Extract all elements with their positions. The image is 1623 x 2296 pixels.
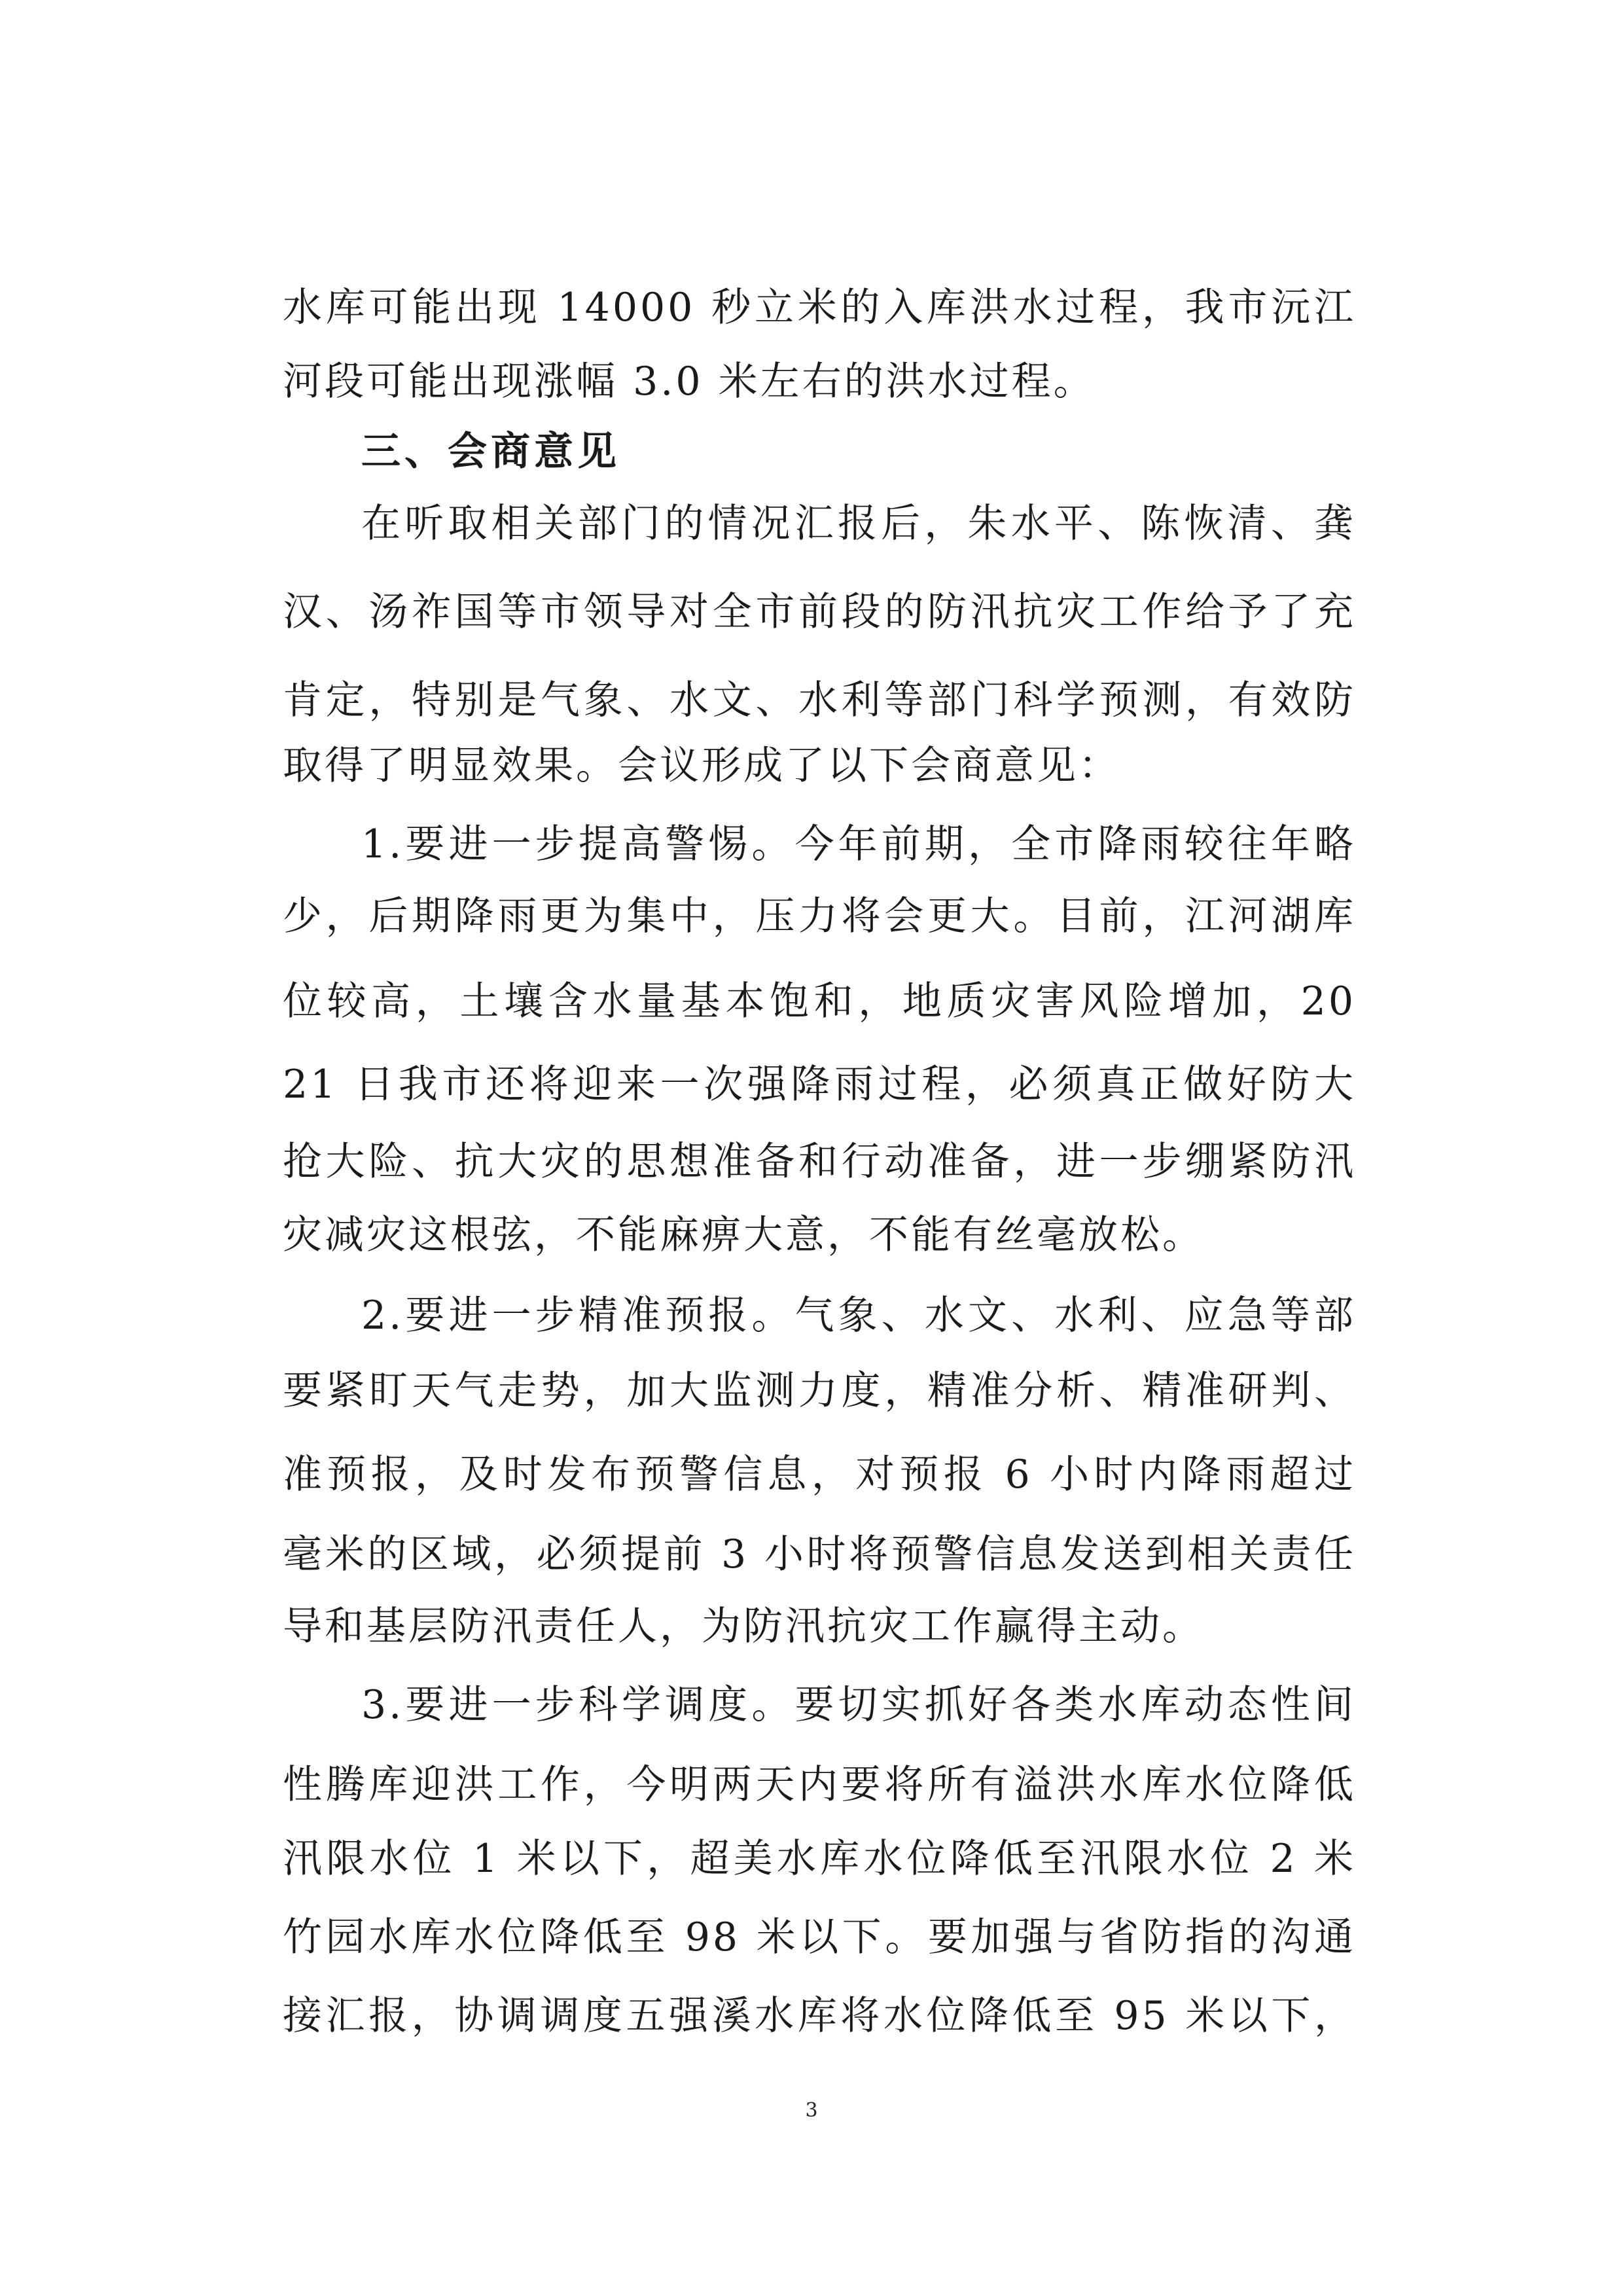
body-line: 抢大险、抗大灾的思想准备和行动准备，进一步绷紧防汛 <box>283 1139 1356 1185</box>
body-line: 汛限水位 1 米以下，超美水库水位降低至汛限水位 2 米 <box>283 1836 1356 1882</box>
body-line: 21 日我市还将迎来一次强降雨过程，必须真正做好防大 <box>283 1062 1356 1107</box>
body-line: 取得了明显效果。会议形成了以下会商意见： <box>283 743 1120 789</box>
page-number: 3 <box>805 2099 818 2122</box>
body-line: 要紧盯天气走势，加大监测力度，精准分析、精准研判、 <box>283 1368 1356 1414</box>
body-line: 2.要进一步精准预报。气象、水文、水利、应急等部 <box>361 1293 1356 1338</box>
section-heading: 三、会商意见 <box>361 429 620 475</box>
body-line: 汉、汤祚国等市领导对全市前段的防汛抗灾工作给予了充 <box>283 589 1356 635</box>
body-line: 水库可能出现 14000 秒立米的入库洪水过程，我市沅江 <box>283 285 1356 331</box>
body-line: 1.要进一步提高警惕。今年前期，全市降雨较往年略 <box>361 821 1356 867</box>
body-line: 3.要进一步科学调度。要切实抓好各类水库动态性间 <box>361 1682 1356 1728</box>
body-line: 准预报，及时发布预警信息，对预报 6 小时内降雨超过 <box>283 1452 1356 1498</box>
body-line: 肯定，特别是气象、水文、水利等部门科学预测，有效防 <box>283 677 1356 723</box>
body-line: 导和基层防汛责任人，为防汛抗灾工作赢得主动。 <box>283 1604 1204 1649</box>
body-line: 在听取相关部门的情况汇报后，朱水平、陈恢清、龚 <box>361 501 1356 547</box>
body-line: 河段可能出现涨幅 3.0 米左右的洪水过程。 <box>283 359 1096 404</box>
body-line: 接汇报，协调调度五强溪水库将水位降低至 95 米以下， <box>283 1993 1356 2039</box>
body-line: 竹园水库水位降低至 98 米以下。要加强与省防指的沟通 <box>283 1914 1356 1960</box>
body-line: 位较高，土壤含水量基本饱和，地质灾害风险增加，20 <box>283 978 1356 1024</box>
body-line: 少，后期降雨更为集中，压力将会更大。目前，江河湖库 <box>283 893 1356 939</box>
body-line: 毫米的区域，必须提前 3 小时将预警信息发送到相关责任 <box>283 1532 1356 1577</box>
body-line: 性腾库迎洪工作，今明两天内要将所有溢洪水库水位降低 <box>283 1762 1356 1808</box>
body-line: 灾减灾这根弦，不能麻痹大意，不能有丝毫放松。 <box>283 1212 1204 1258</box>
